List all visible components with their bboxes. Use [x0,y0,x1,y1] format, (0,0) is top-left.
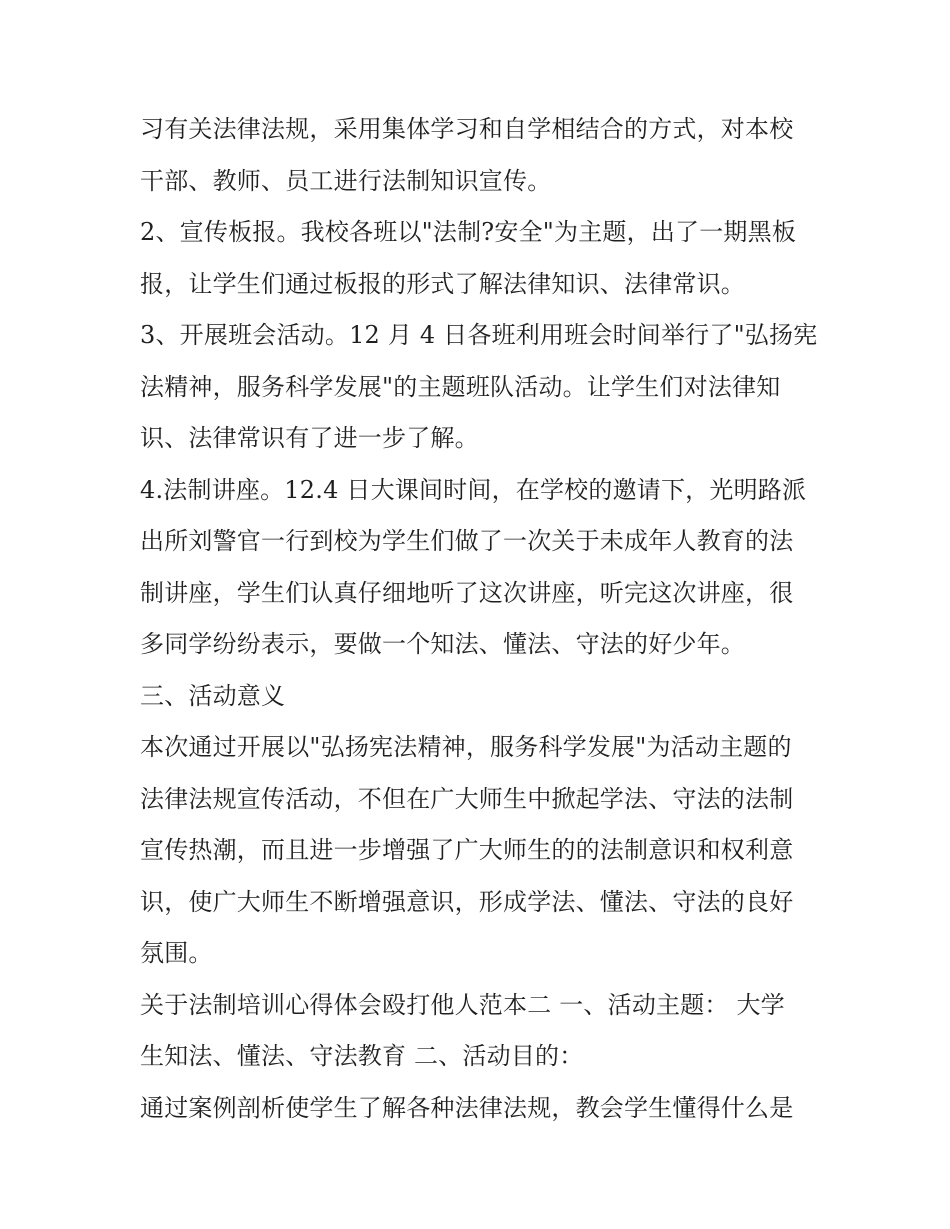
text-line: 氛围。 [140,939,213,967]
text-line: 通过案例剖析使学生了解各种法律法规，教会学生懂得什么是 [140,1093,794,1122]
text-line: 识、法律常识有了进一步了解。 [140,424,479,452]
text-line: 4.法制讲座。12.4 日大课间时间，在学校的邀请下，光明路派 [140,475,807,504]
text-line: 制讲座，学生们认真仔细地听了这次讲座，听完这次讲座，很 [140,578,794,607]
text-line: 干部、教师、员工进行法制知识宣传。 [140,166,552,195]
text-line: 多同学纷纷表示，要做一个知法、懂法、守法的好少年。 [140,630,745,658]
text-line: 生知法、懂法、守法教育 二、活动目的： [140,1042,584,1070]
text-line: 法律法规宣传活动，不但在广大师生中掀起学法、守法的法制 [140,784,794,813]
text-line: 2、宣传板报。我校各班以"法制?安全"为主题，出了一期黑板 [140,218,797,246]
text-line: 关于法制培训心得体会殴打他人范本二 一、活动主题： 大学 [140,990,785,1019]
text-line: 本次通过开展以"弘扬宪法精神，服务科学发展"为活动主题的 [140,733,792,761]
section-heading: 三、活动意义 [140,681,286,710]
text-line: 识，使广大师生不断增强意识，形成学法、懂法、守法的良好 [140,887,794,916]
text-line: 3、开展班会活动。12 月 4 日各班利用班会时间举行了"弘扬宪 [140,321,818,349]
text-line: 报，让学生们通过板报的形式了解法律知识、法律常识。 [140,269,745,298]
text-line: 宣传热潮，而且进一步增强了广大师生的的法制意识和权利意 [140,836,794,864]
document-body [140,104,830,1134]
text-line: 法精神，服务科学发展"的主题班队活动。让学生们对法律知 [140,372,781,401]
text-line: 出所刘警官一行到校为学生们做了一次关于未成年人教育的法 [140,527,794,555]
text-line: 习有关法律法规，采用集体学习和自学相结合的方式，对本校 [140,115,794,143]
